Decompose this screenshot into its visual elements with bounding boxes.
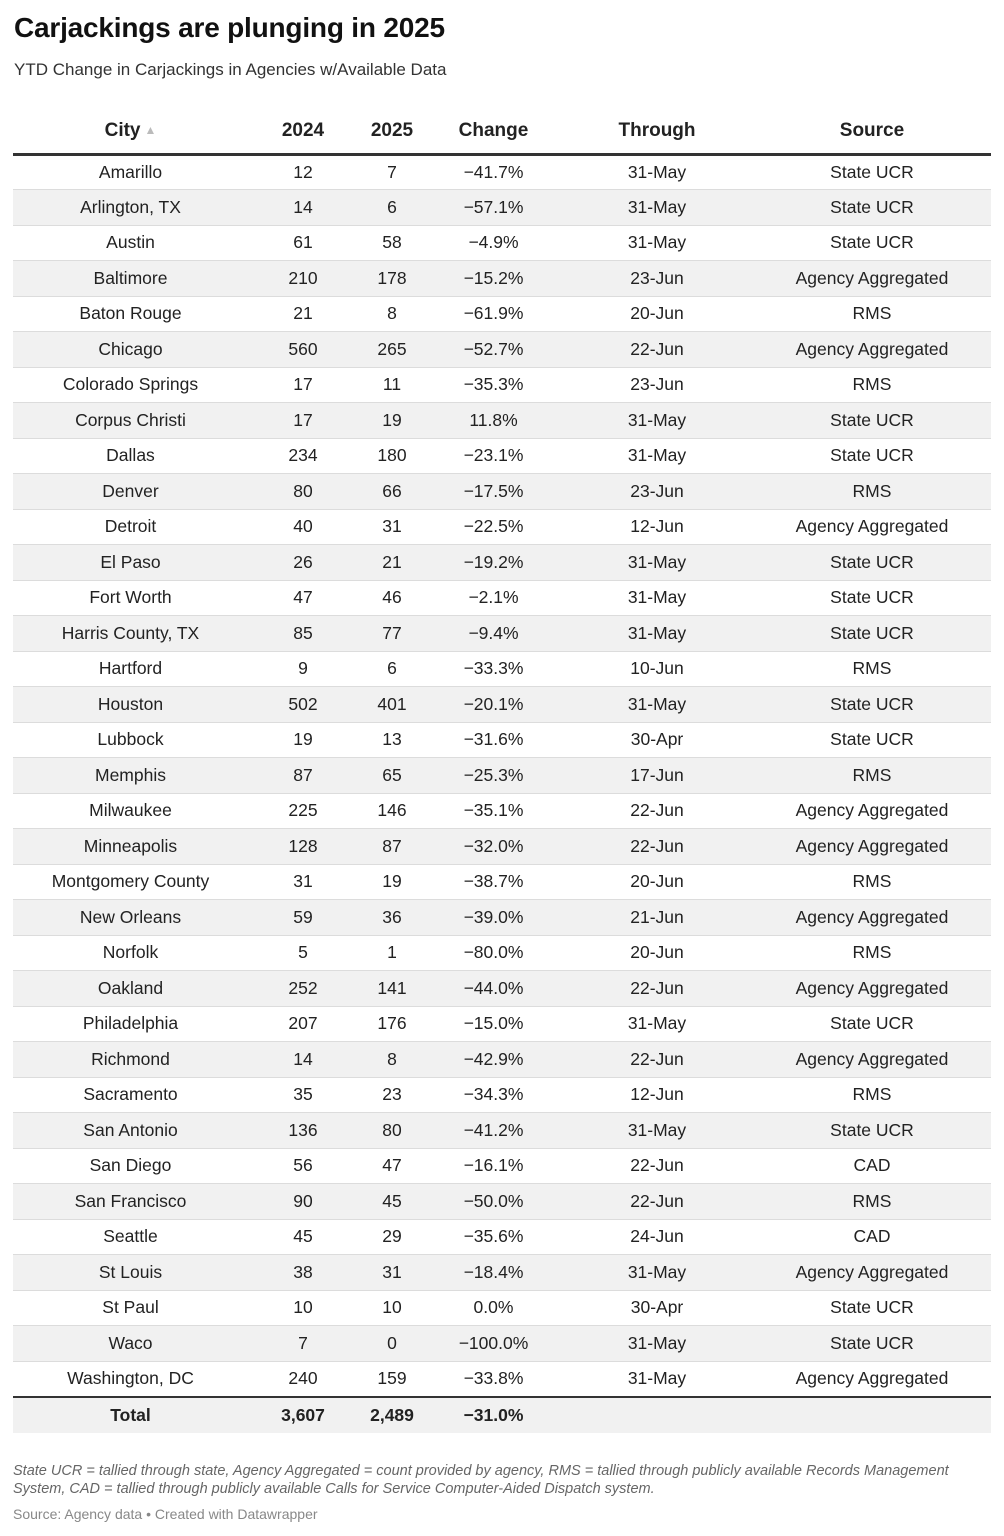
cell-change: −61.9% [426,296,561,332]
cell-through: 31-May [561,190,753,226]
column-header-change[interactable]: Change [426,110,561,154]
cell-2024: 136 [248,1113,358,1149]
cell-through: 31-May [561,403,753,439]
cell-2024: 40 [248,509,358,545]
cell-source: Agency Aggregated [753,509,991,545]
cell-source: State UCR [753,1290,991,1326]
cell-source: State UCR [753,616,991,652]
cell-source: Agency Aggregated [753,971,991,1007]
cell-change: −15.0% [426,1006,561,1042]
cell-source: RMS [753,1184,991,1220]
table-row [13,829,991,865]
cell-city: Colorado Springs [13,367,248,403]
cell-change: −9.4% [426,616,561,652]
cell-city: Lubbock [13,722,248,758]
cell-source: RMS [753,296,991,332]
table-row [13,403,991,439]
cell-2025: 23 [358,1077,426,1113]
cell-through: 22-Jun [561,332,753,368]
table-row [13,1255,991,1291]
cell-city: Hartford [13,651,248,687]
table-row [13,509,991,545]
cell-through: 20-Jun [561,296,753,332]
cell-through: 31-May [561,1326,753,1362]
cell-2025: 31 [358,509,426,545]
table-row [13,1042,991,1078]
cell-2025: 178 [358,261,426,297]
cell-city: San Francisco [13,1184,248,1220]
cell-source: State UCR [753,687,991,723]
table-row [13,1290,991,1326]
cell-through: 30-Apr [561,1290,753,1326]
table-row [13,225,991,261]
cell-2024: 14 [248,1042,358,1078]
table-row [13,651,991,687]
total-2024: 3,607 [248,1397,358,1433]
total-through [561,1397,753,1433]
cell-city: Norfolk [13,935,248,971]
cell-city: Waco [13,1326,248,1362]
cell-2024: 80 [248,474,358,510]
cell-source: Agency Aggregated [753,1361,991,1397]
column-header-2024[interactable]: 2024 [248,110,358,154]
cell-2025: 180 [358,438,426,474]
table-row [13,687,991,723]
table-row [13,1184,991,1220]
carjacking-table [13,110,991,1433]
cell-through: 31-May [561,1006,753,1042]
cell-2025: 8 [358,296,426,332]
table-row [13,367,991,403]
cell-2024: 14 [248,190,358,226]
cell-city: Baton Rouge [13,296,248,332]
cell-through: 20-Jun [561,935,753,971]
cell-city: New Orleans [13,900,248,936]
cell-through: 24-Jun [561,1219,753,1255]
cell-2025: 8 [358,1042,426,1078]
cell-2025: 13 [358,722,426,758]
table-row [13,758,991,794]
cell-2024: 26 [248,545,358,581]
table-row [13,935,991,971]
data-table-container [13,110,991,1433]
cell-2025: 159 [358,1361,426,1397]
table-row [13,793,991,829]
cell-through: 23-Jun [561,261,753,297]
cell-2025: 77 [358,616,426,652]
header-row [13,110,991,154]
cell-2025: 19 [358,403,426,439]
cell-2025: 6 [358,190,426,226]
table-row [13,1148,991,1184]
table-row [13,1361,991,1397]
column-header-city[interactable] [13,110,248,154]
cell-through: 31-May [561,616,753,652]
table-row [13,722,991,758]
table-row [13,1006,991,1042]
cell-city: Minneapolis [13,829,248,865]
table-row [13,545,991,581]
table-row [13,474,991,510]
source-credit: Source: Agency data • Created with Datawrapper [13,1506,318,1522]
cell-2024: 59 [248,900,358,936]
cell-2025: 10 [358,1290,426,1326]
cell-2025: 46 [358,580,426,616]
cell-2024: 234 [248,438,358,474]
cell-through: 23-Jun [561,367,753,403]
cell-2024: 31 [248,864,358,900]
cell-2024: 45 [248,1219,358,1255]
cell-change: −41.7% [426,154,561,190]
cell-2025: 265 [358,332,426,368]
cell-through: 22-Jun [561,793,753,829]
cell-2024: 210 [248,261,358,297]
cell-source: State UCR [753,545,991,581]
cell-change: −32.0% [426,829,561,865]
cell-source: Agency Aggregated [753,829,991,865]
cell-source: RMS [753,935,991,971]
cell-2025: 29 [358,1219,426,1255]
cell-city: Harris County, TX [13,616,248,652]
total-label: Total [13,1397,248,1433]
cell-2025: 146 [358,793,426,829]
cell-source: Agency Aggregated [753,1255,991,1291]
cell-city: Milwaukee [13,793,248,829]
table-row [13,190,991,226]
cell-2025: 1 [358,935,426,971]
table-row [13,1219,991,1255]
cell-change: −20.1% [426,687,561,723]
cell-through: 31-May [561,1361,753,1397]
cell-through: 20-Jun [561,864,753,900]
cell-2024: 560 [248,332,358,368]
cell-change: −15.2% [426,261,561,297]
cell-change: −42.9% [426,1042,561,1078]
cell-change: −39.0% [426,900,561,936]
cell-source: State UCR [753,225,991,261]
cell-2024: 17 [248,403,358,439]
cell-2024: 47 [248,580,358,616]
total-change: −31.0% [426,1397,561,1433]
chart-subtitle: YTD Change in Carjackings in Agencies w/Available Data [14,60,447,79]
cell-2025: 36 [358,900,426,936]
cell-through: 21-Jun [561,900,753,936]
cell-change: −33.3% [426,651,561,687]
cell-city: Houston [13,687,248,723]
cell-change: −19.2% [426,545,561,581]
cell-2025: 21 [358,545,426,581]
cell-change: −52.7% [426,332,561,368]
cell-2024: 85 [248,616,358,652]
cell-city: Detroit [13,509,248,545]
cell-change: −25.3% [426,758,561,794]
column-header-source[interactable]: Source [753,110,991,154]
cell-2024: 17 [248,367,358,403]
cell-change: −50.0% [426,1184,561,1220]
cell-change: −100.0% [426,1326,561,1362]
cell-city: Baltimore [13,261,248,297]
column-header-through[interactable]: Through [561,110,753,154]
cell-2025: 19 [358,864,426,900]
column-header-label: City [104,120,141,142]
cell-2024: 252 [248,971,358,1007]
cell-through: 31-May [561,1255,753,1291]
total-row [13,1397,991,1433]
cell-change: −34.3% [426,1077,561,1113]
table-row [13,154,991,190]
cell-city: Richmond [13,1042,248,1078]
cell-source: State UCR [753,154,991,190]
cell-2024: 10 [248,1290,358,1326]
table-row [13,261,991,297]
cell-source: RMS [753,474,991,510]
cell-2025: 176 [358,1006,426,1042]
table-row [13,1326,991,1362]
cell-change: −33.8% [426,1361,561,1397]
cell-change: 11.8% [426,403,561,439]
cell-through: 22-Jun [561,971,753,1007]
cell-through: 31-May [561,687,753,723]
cell-2025: 66 [358,474,426,510]
cell-city: Amarillo [13,154,248,190]
cell-city: Chicago [13,332,248,368]
cell-change: −38.7% [426,864,561,900]
cell-source: Agency Aggregated [753,900,991,936]
cell-2024: 21 [248,296,358,332]
column-header-2025[interactable]: 2025 [358,110,426,154]
table-row [13,580,991,616]
cell-source: State UCR [753,190,991,226]
cell-source: CAD [753,1148,991,1184]
table-row [13,971,991,1007]
cell-city: Oakland [13,971,248,1007]
cell-change: −4.9% [426,225,561,261]
table-row [13,616,991,652]
cell-source: Agency Aggregated [753,1042,991,1078]
cell-through: 31-May [561,580,753,616]
cell-2024: 128 [248,829,358,865]
cell-2025: 45 [358,1184,426,1220]
cell-change: −2.1% [426,580,561,616]
table-row [13,296,991,332]
cell-change: −57.1% [426,190,561,226]
cell-through: 31-May [561,154,753,190]
table-row [13,438,991,474]
cell-change: −44.0% [426,971,561,1007]
cell-through: 30-Apr [561,722,753,758]
cell-2024: 207 [248,1006,358,1042]
table-row [13,1077,991,1113]
cell-city: Philadelphia [13,1006,248,1042]
cell-source: RMS [753,367,991,403]
cell-city: Memphis [13,758,248,794]
cell-through: 31-May [561,545,753,581]
table-row [13,1113,991,1149]
cell-through: 31-May [561,1113,753,1149]
cell-city: Denver [13,474,248,510]
cell-through: 22-Jun [561,1148,753,1184]
cell-2025: 31 [358,1255,426,1291]
cell-source: State UCR [753,1006,991,1042]
cell-2024: 87 [248,758,358,794]
cell-through: 22-Jun [561,1184,753,1220]
cell-source: RMS [753,758,991,794]
cell-city: Montgomery County [13,864,248,900]
cell-city: Austin [13,225,248,261]
cell-source: State UCR [753,580,991,616]
cell-city: Corpus Christi [13,403,248,439]
cell-change: −17.5% [426,474,561,510]
cell-source: State UCR [753,722,991,758]
cell-city: Washington, DC [13,1361,248,1397]
cell-through: 31-May [561,225,753,261]
cell-through: 10-Jun [561,651,753,687]
cell-2025: 87 [358,829,426,865]
cell-change: −16.1% [426,1148,561,1184]
cell-through: 17-Jun [561,758,753,794]
cell-change: −41.2% [426,1113,561,1149]
total-2025: 2,489 [358,1397,426,1433]
cell-2024: 5 [248,935,358,971]
table-row [13,332,991,368]
cell-2024: 9 [248,651,358,687]
cell-city: El Paso [13,545,248,581]
cell-city: San Diego [13,1148,248,1184]
cell-change: −31.6% [426,722,561,758]
cell-change: −23.1% [426,438,561,474]
cell-change: −18.4% [426,1255,561,1291]
table-row [13,864,991,900]
cell-source: Agency Aggregated [753,793,991,829]
cell-2025: 141 [358,971,426,1007]
table-row [13,900,991,936]
cell-2024: 225 [248,793,358,829]
cell-source: Agency Aggregated [753,261,991,297]
table-header [13,110,991,154]
cell-source: RMS [753,864,991,900]
cell-2025: 11 [358,367,426,403]
cell-through: 31-May [561,438,753,474]
cell-change: −35.6% [426,1219,561,1255]
cell-2025: 65 [358,758,426,794]
cell-2024: 56 [248,1148,358,1184]
cell-2025: 47 [358,1148,426,1184]
cell-2024: 19 [248,722,358,758]
chart-title: Carjackings are plunging in 2025 [14,12,445,43]
cell-source: State UCR [753,403,991,439]
cell-city: Fort Worth [13,580,248,616]
cell-2025: 0 [358,1326,426,1362]
cell-2025: 58 [358,225,426,261]
cell-source: CAD [753,1219,991,1255]
cell-2024: 90 [248,1184,358,1220]
cell-source: RMS [753,1077,991,1113]
cell-2025: 7 [358,154,426,190]
footnote: State UCR = tallied through state, Agency Aggregated = count provided by agency, RMS = tallied through publicly available Records Management System, CAD = tallied through publicly available Calls for Service Computer-Aided Dispatch system. [13,1463,949,1497]
cell-through: 12-Jun [561,509,753,545]
cell-2024: 12 [248,154,358,190]
cell-city: San Antonio [13,1113,248,1149]
table-body [13,154,991,1397]
cell-2025: 80 [358,1113,426,1149]
total-source [753,1397,991,1433]
cell-through: 22-Jun [561,1042,753,1078]
cell-city: Sacramento [13,1077,248,1113]
cell-city: Seattle [13,1219,248,1255]
sort-ascending-icon[interactable]: ▲ [144,123,157,138]
cell-2025: 401 [358,687,426,723]
cell-city: Arlington, TX [13,190,248,226]
cell-source: RMS [753,651,991,687]
cell-source: State UCR [753,1113,991,1149]
cell-2025: 6 [358,651,426,687]
cell-change: −35.3% [426,367,561,403]
cell-change: 0.0% [426,1290,561,1326]
cell-source: State UCR [753,1326,991,1362]
cell-2024: 61 [248,225,358,261]
cell-change: −35.1% [426,793,561,829]
cell-2024: 35 [248,1077,358,1113]
cell-source: Agency Aggregated [753,332,991,368]
cell-city: St Louis [13,1255,248,1291]
cell-change: −22.5% [426,509,561,545]
cell-2024: 240 [248,1361,358,1397]
cell-source: State UCR [753,438,991,474]
cell-through: 22-Jun [561,829,753,865]
cell-through: 23-Jun [561,474,753,510]
cell-change: −80.0% [426,935,561,971]
cell-2024: 38 [248,1255,358,1291]
table-footer [13,1397,991,1433]
cell-city: Dallas [13,438,248,474]
cell-through: 12-Jun [561,1077,753,1113]
cell-2024: 502 [248,687,358,723]
cell-city: St Paul [13,1290,248,1326]
cell-2024: 7 [248,1326,358,1362]
